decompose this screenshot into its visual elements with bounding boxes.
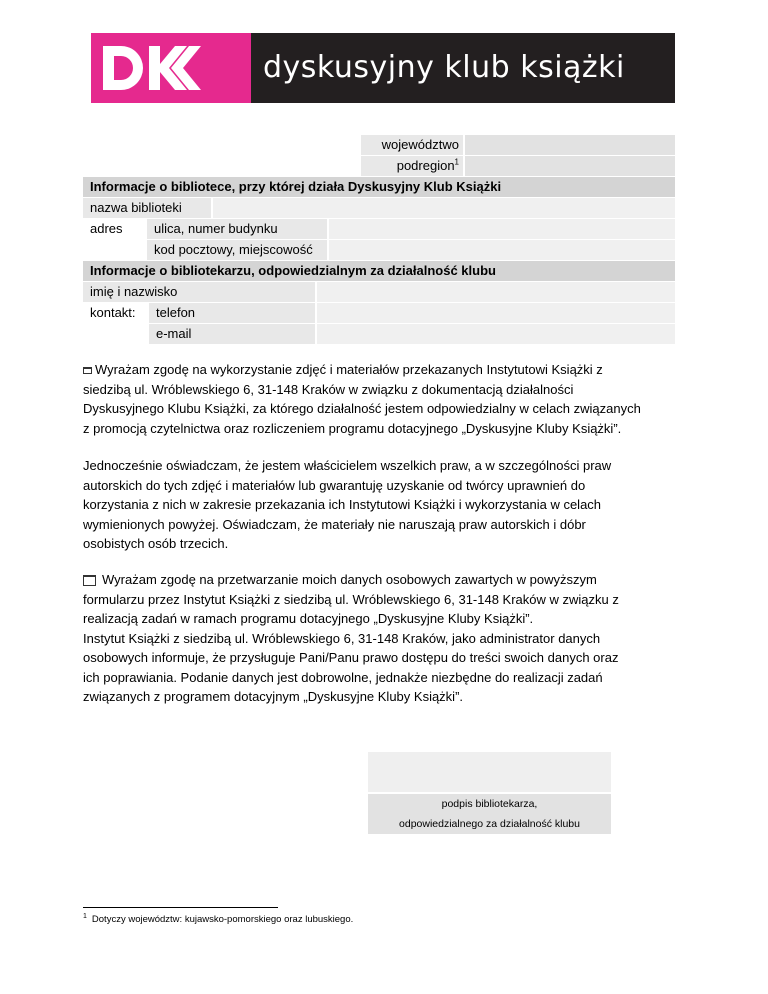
imie-field[interactable] <box>317 282 675 302</box>
telefon-label: telefon <box>149 303 315 323</box>
section-library-header <box>83 177 675 197</box>
wojewodztwo-field[interactable] <box>465 135 675 155</box>
kod-field[interactable] <box>329 240 675 260</box>
signature-caption-line2: odpowiedzialnego za działalność klubu <box>399 818 580 830</box>
kontakt-label: kontakt: <box>90 305 136 320</box>
dkk-logo <box>91 33 251 103</box>
footnote-divider <box>83 907 278 908</box>
podregion-label: podregion$^1$ <box>361 156 463 176</box>
kod-label: kod pocztowy, miejscowość <box>147 240 327 260</box>
consent-images-checkbox[interactable] <box>83 367 92 374</box>
declaration-line: osobistych osób trzecich. <box>83 536 229 551</box>
consent-data-line: realizacją zadań w ramach programu dotacyjnego „Dyskusyjne Kluby Książki”. <box>83 611 534 626</box>
nazwa-label: nazwa biblioteki <box>83 198 211 218</box>
podregion-field[interactable] <box>465 156 675 176</box>
row-kod <box>83 240 675 260</box>
row-telefon <box>83 303 675 323</box>
telefon-field[interactable] <box>317 303 675 323</box>
consent-data-line: związanych z programem dotacyjnym „Dyskusyjne Kluby Książki”. <box>83 689 464 704</box>
copyright-declaration <box>83 456 683 554</box>
row-email <box>83 324 675 344</box>
signature-caption-line1: podpis bibliotekarza, <box>441 798 538 810</box>
row-ulica <box>83 219 675 239</box>
footnote-ref: 1 <box>454 157 459 167</box>
consent-data-line: osobowych informuje, że przysługuje Pani/Panu prawo dostępu do treści swoich danych oraz <box>83 650 619 665</box>
section-librarian-header <box>83 261 675 281</box>
consent-data-line: ich poprawiania. Podanie danych jest dobrowolne, jednakże niezbędne do realizacji zadań <box>83 669 603 685</box>
section-librarian-title: Informacje o bibliotekarzu, odpowiedzialnym za działalność klubu <box>83 261 675 281</box>
row-nazwa <box>83 198 675 218</box>
nazwa-field[interactable] <box>213 198 675 218</box>
consent-images-line: Dyskusyjnego Klubu Książki, za którego działalność jestem odpowiedzialny w celach związanych <box>83 401 641 416</box>
consent-data-line: Instytut Książki z siedzibą ul. Wróblewskiego 6, 31-148 Kraków, jako administrator danych <box>83 630 601 646</box>
consent-images-line: z promocją czytelnictwa oraz rozliczeniem programu dotacyjnego „Dyskusyjne Kluby Książki”. <box>83 420 622 436</box>
ulica-label: ulica, numer budynku <box>147 219 327 239</box>
club-title: dyskusyjny klub książki <box>263 50 625 85</box>
row-podregion <box>83 156 675 176</box>
row-imie <box>83 282 675 302</box>
wojewodztwo-label: województwo <box>361 135 463 155</box>
consent-data-checkbox[interactable] <box>83 575 96 586</box>
consent-images-line: siedzibą ul. Wróblewskiego 6, 31-148 Kraków w związku z dokumentacją działalności <box>83 381 574 397</box>
declaration-line: korzystania z nich w zakresie przekazania ich Instytutowi Książki i wykorzystania w celach <box>83 497 602 512</box>
footnote-text: Dotyczy województw: kujawsko-pomorskiego oraz lubuskiego. <box>91 914 354 926</box>
consent-data-line: Wyrażam zgodę na przetwarzanie moich danych osobowych zawartych w powyższym <box>83 570 683 590</box>
declaration-line: wymienionych powyżej. Oświadczam, że materiały nie naruszają praw autorskich i dóbr <box>83 516 586 532</box>
signature-field[interactable] <box>368 752 611 792</box>
footnote-number: 1 <box>83 913 87 920</box>
row-wojewodztwo <box>83 135 675 155</box>
declaration-line: autorskich do tych zdjęć i materiałów lub gwarantuję uzyskanie od twórcy uprawnień do <box>83 477 586 493</box>
consent-images-line: Wyrażam zgodę na wykorzystanie zdjęć i materiałów przekazanych Instytutowi Książki z <box>83 360 683 380</box>
ulica-field[interactable] <box>329 219 675 239</box>
header-banner <box>91 33 675 103</box>
section-library-title: Informacje o bibliotece, przy której działa Dyskusyjny Klub Książki <box>83 177 675 197</box>
footnote <box>83 913 353 925</box>
email-field[interactable] <box>317 324 675 344</box>
declaration-line: Jednocześnie oświadczam, że jestem właścicielem wszelkich praw, a w szczególności praw <box>83 458 612 473</box>
adres-label: adres <box>90 221 123 236</box>
email-label: e-mail <box>149 324 315 344</box>
consent-images <box>83 360 683 438</box>
signature-caption <box>368 794 611 834</box>
dkk-logo-icon <box>101 44 211 92</box>
consent-data-line: formularzu przez Instytut Książki z siedzibą ul. Wróblewskiego 6, 31-148 Kraków w związku z <box>83 591 619 607</box>
consent-personal-data <box>83 570 683 707</box>
imie-label: imię i nazwisko <box>83 282 315 302</box>
